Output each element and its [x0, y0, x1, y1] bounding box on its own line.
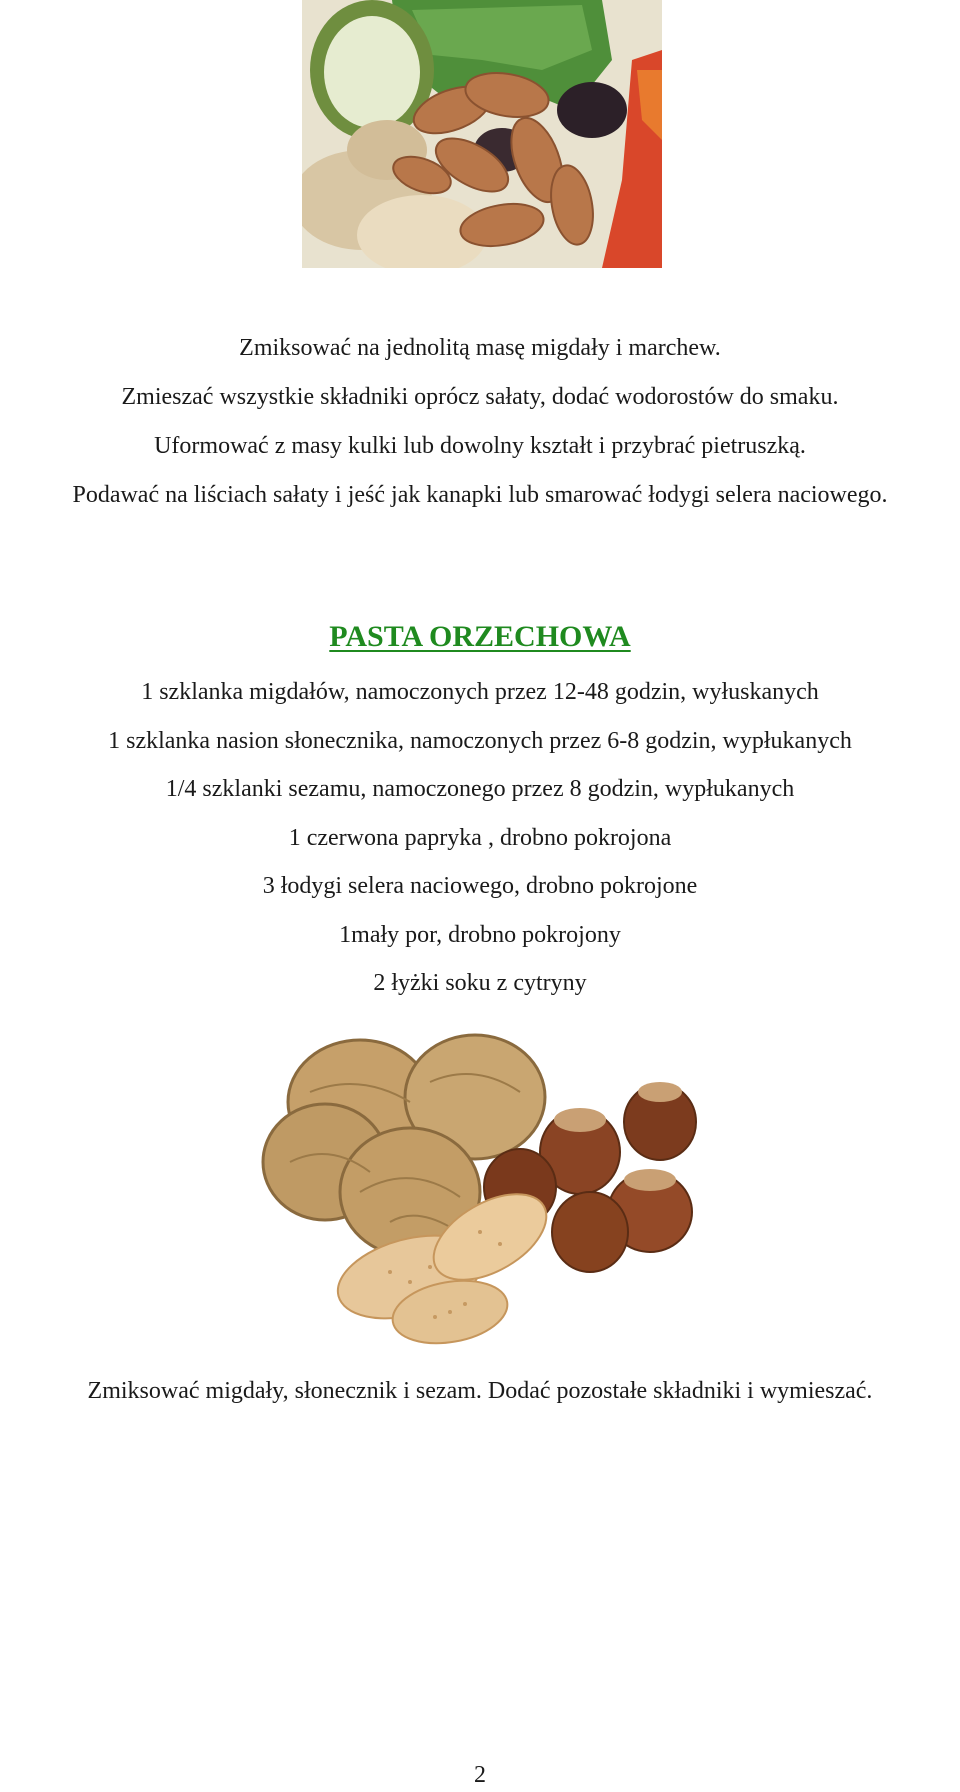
ingredient-item: 1mały por, drobno pokrojony: [339, 921, 621, 948]
intro-paragraph: [0, 324, 960, 520]
ingredients-list: [0, 668, 960, 1008]
intro-line: Podawać na liściach sałaty i jeść jak kanapki lub smarować łodygi selera naciowego.: [72, 482, 888, 508]
nuts-photo: [250, 1012, 714, 1358]
ingredient-item: 2 łyżki soku z cytryny: [373, 970, 587, 996]
section-title: PASTA ORZECHOWA: [329, 620, 631, 653]
ingredient-item: 1 szklanka nasion słonecznika, namoczonych przez 6-8 godzin, wypłukanych: [108, 727, 852, 754]
salad-nuts-photo: [302, 0, 662, 268]
ingredient-item: 1 szklanka migdałów, namoczonych przez 12-48 godzin, wyłuskanych: [141, 679, 819, 705]
intro-line: Uformować z masy kulki lub dowolny kształt i przybrać pietruszką.: [154, 433, 806, 459]
intro-line: Zmiksować na jednolitą masę migdały i marchew.: [239, 335, 721, 361]
ingredient-item: 1/4 szklanki sezamu, namoczonego przez 8 godzin, wypłukanych: [165, 776, 795, 802]
ingredient-item: 3 łodygi selera naciowego, drobno pokrojone: [262, 873, 698, 899]
page-number: 2: [474, 1762, 486, 1788]
intro-line: Zmieszać wszystkie składniki oprócz sałaty, dodać wodorostów do smaku.: [121, 384, 839, 410]
instruction-text: Zmiksować migdały, słonecznik i sezam. Dodać pozostałe składniki i wymieszać.: [87, 1378, 873, 1404]
ingredient-item: 1 czerwona papryka , drobno pokrojona: [288, 824, 672, 851]
